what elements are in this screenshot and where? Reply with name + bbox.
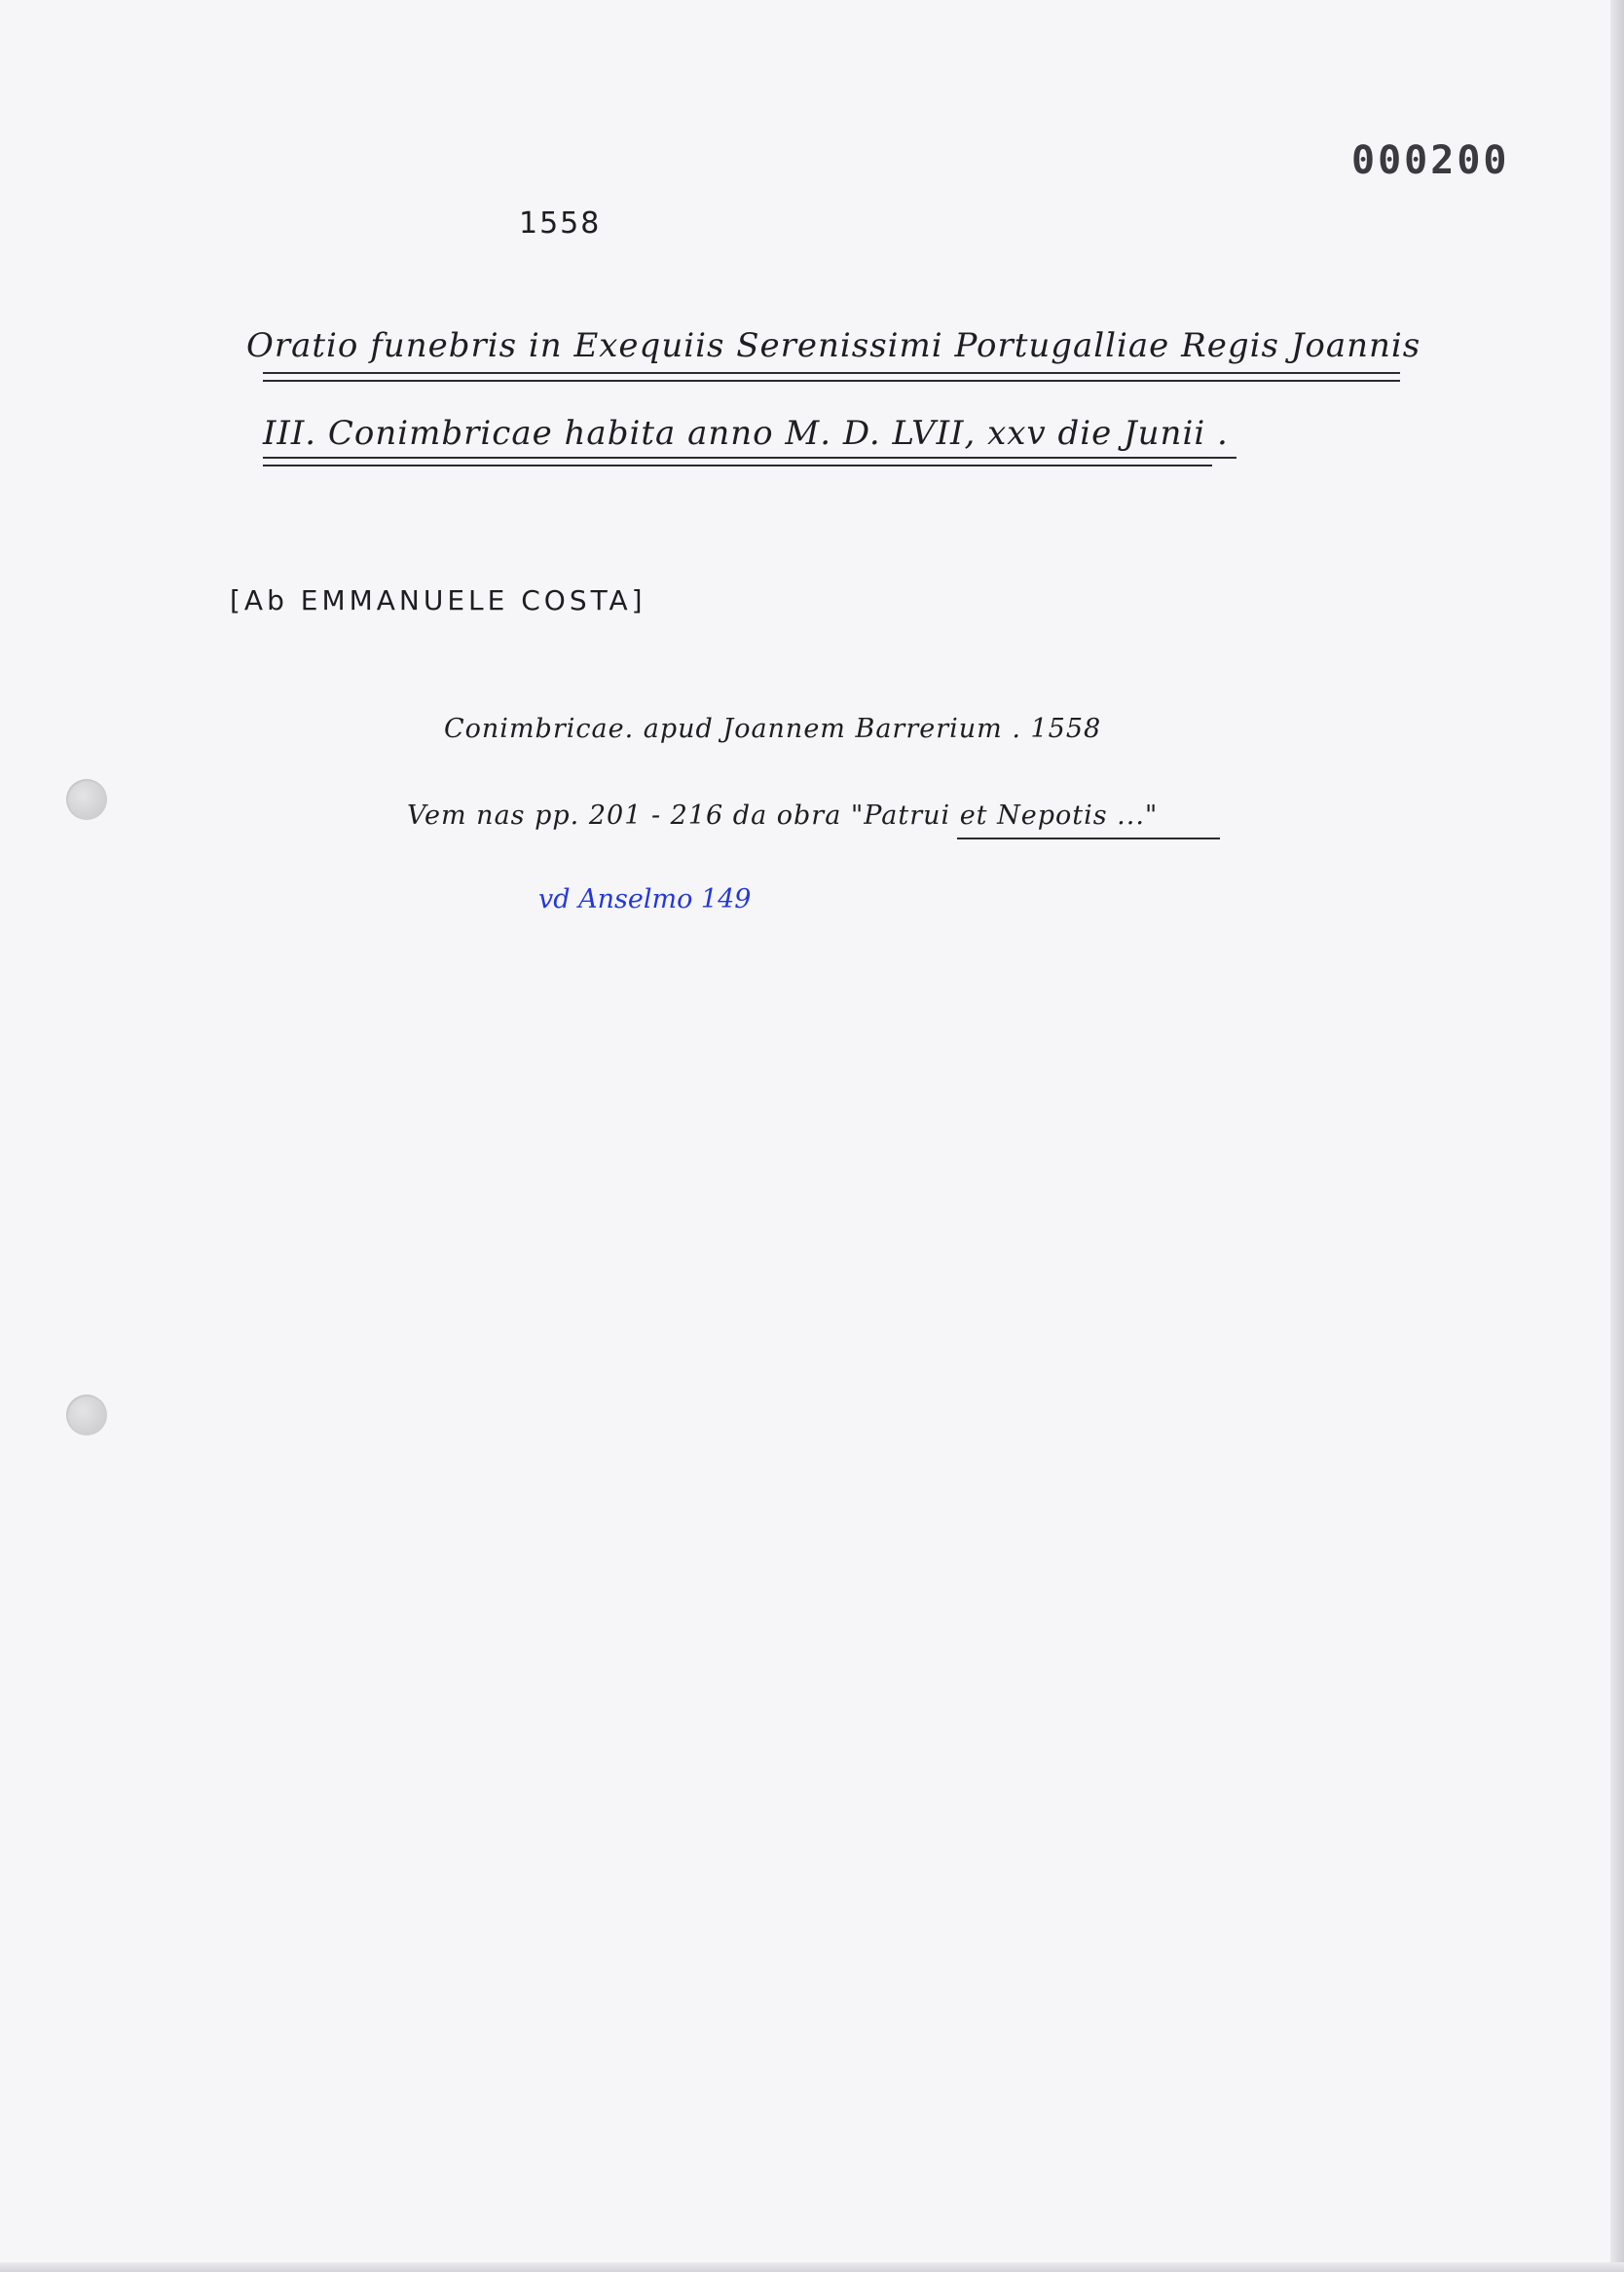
imprint-line: Conimbricae. apud Joannem Barrerium . 1558	[444, 714, 1102, 744]
pages-note-line: Vem nas pp. 201 - 216 da obra "Patrui et Nepotis ..."	[407, 801, 1159, 831]
page-edge-shadow	[1610, 0, 1624, 2272]
title-line-2: III. Conimbricae habita anno M. D. LVII, xxv die Junii .	[263, 414, 1229, 453]
title-line-1: Oratio funebris in Exequiis Serenissimi Portugalliae Regis Joannis	[246, 326, 1421, 365]
title-line-2-underline-bottom	[263, 465, 1212, 466]
punch-hole-top	[66, 779, 107, 820]
title-line-2-underline-top	[263, 457, 1236, 459]
work-title-underline	[957, 838, 1220, 839]
bibliographic-reference: vd Anselmo 149	[538, 884, 752, 914]
punch-hole-bottom	[66, 1395, 107, 1435]
archive-stamp-number: 000200	[1351, 138, 1510, 183]
title-line-1-underline-bottom	[263, 380, 1400, 382]
page-bottom-shadow	[0, 2262, 1624, 2272]
title-line-1-underline-top	[263, 372, 1400, 374]
author-attribution: [Ab EMMANUELE COSTA]	[230, 584, 646, 616]
document-year: 1558	[519, 206, 602, 241]
